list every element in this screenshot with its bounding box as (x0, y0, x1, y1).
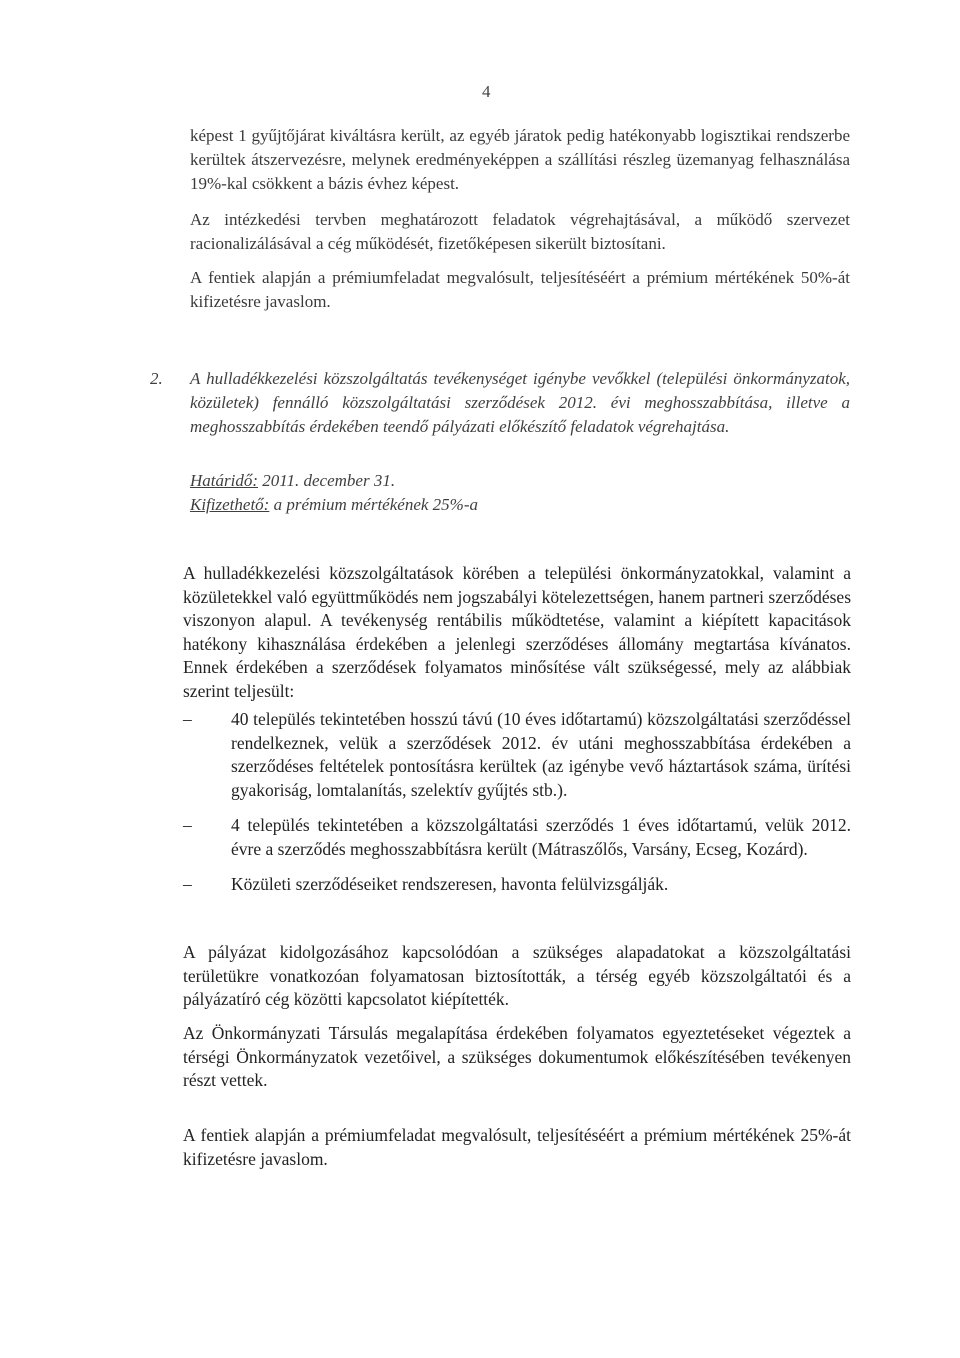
dash-marker: – (183, 874, 192, 894)
list-item (183, 814, 851, 861)
page-number: 4 (482, 82, 491, 101)
paragraph-municipal-association: Az Önkormányzati Társulás megalapítása érdekében folyamatos egyeztetéseket végeztek a térségi Önkormányzatok vezetőivel, a szükséges dokumentumok előkészítésében tevékenyen részt vettek. (183, 1023, 851, 1090)
bullet-list (183, 708, 851, 909)
dash-marker: – (183, 815, 192, 835)
deadline-line (190, 469, 395, 493)
deadline-label: Határidő: (190, 471, 258, 490)
dash-marker: – (183, 709, 192, 729)
payable-value: a prémium mértékének 25%-a (269, 495, 478, 514)
paragraph-tender-preparation: A pályázat kidolgozásához kapcsolódóan a szükséges alapadatokat a közszolgáltatási területükre vonatkozóan folyamatosan biztosították, a térség egyéb közszolgáltatói és a pályázatíró cég közötti kapcsolatot kiépítették. (183, 942, 851, 1009)
task-number: 2. (150, 369, 163, 388)
payable-line (190, 493, 478, 517)
list-item (183, 873, 851, 897)
deadline-value: 2011. december 31. (258, 471, 396, 490)
paragraph-waste-services: A hulladékkezelési közszolgáltatások körében a települési önkormányzatokkal, valamint a közületekkel való együttműködés nem jogszabályi kötelezettségen, hanem partneri szerződéses viszonyon alapul. A tevékenység rentábilis működtetése, valamint a kiépített kapacitások hatékony kihasználása érdekében a jelenlegi szerződéses állomány megtartása kívánatos. Ennek érdekében a szerződések folyamatos minősítése vált szükségessé, mely az alábbiak szerint teljesült: (183, 563, 851, 701)
paragraph-action-plan: Az intézkedési tervben meghatározott feladatok végrehajtásával, a működő szervezet racionalizálásával a cég működését, fizetőképesen sikerült biztosítani. (190, 210, 850, 253)
list-item-text: 4 település tekintetében a közszolgáltatási szerződés 1 éves időtartamú, velük 2012. évre a szerződés meghosszabbításra került (Mátraszőlős, Varsány, Ecseg, Kozárd). (231, 815, 851, 859)
list-item (183, 708, 851, 802)
paragraph-premium-25: A fentiek alapján a prémiumfeladat megvalósult, teljesítéséért a prémium mértékének 25%-át kifizetésre javaslom. (183, 1125, 851, 1169)
paragraph-fleet-reorganization: képest 1 gyűjtőjárat kiváltásra került, az egyéb járatok pedig hatékonyabb logisztikai rendszerbe kerültek átszervezésre, melynek eredményeképpen a szállítási részleg üzemanyag felhasználása 19%-kal csökkent a bázis évhez képest. (190, 126, 850, 193)
task-description: A hulladékkezelési közszolgáltatás tevékenységet igénybe vevőkkel (települési önkormányzatok, közületek) fennálló közszolgáltatási szerződések 2012. évi meghosszabbítása, illetve a meghosszabbítás érdekében teendő pályázati előkészítő feladatok végrehajtása. (190, 369, 850, 436)
payable-label: Kifizethető: (190, 495, 270, 514)
paragraph-premium-50: A fentiek alapján a prémiumfeladat megvalósult, teljesítéséért a prémium mértékének 50%-át kifizetésre javaslom. (190, 268, 850, 311)
list-item-text: 40 település tekintetében hosszú távú (10 éves időtartamú) közszolgáltatási szerződéssel rendelkeznek, velük a szerződések 2012. év utáni meghosszabbítása érdekében a szerződéses feltételek pontosításra kerültek (az igénybe vevő háztartások száma, ürítési gyakoriság, lomtalanítás, szelektív gyűjtés stb.). (231, 709, 851, 800)
list-item-text: Közületi szerződéseiket rendszeresen, havonta felülvizsgálják. (231, 874, 669, 894)
